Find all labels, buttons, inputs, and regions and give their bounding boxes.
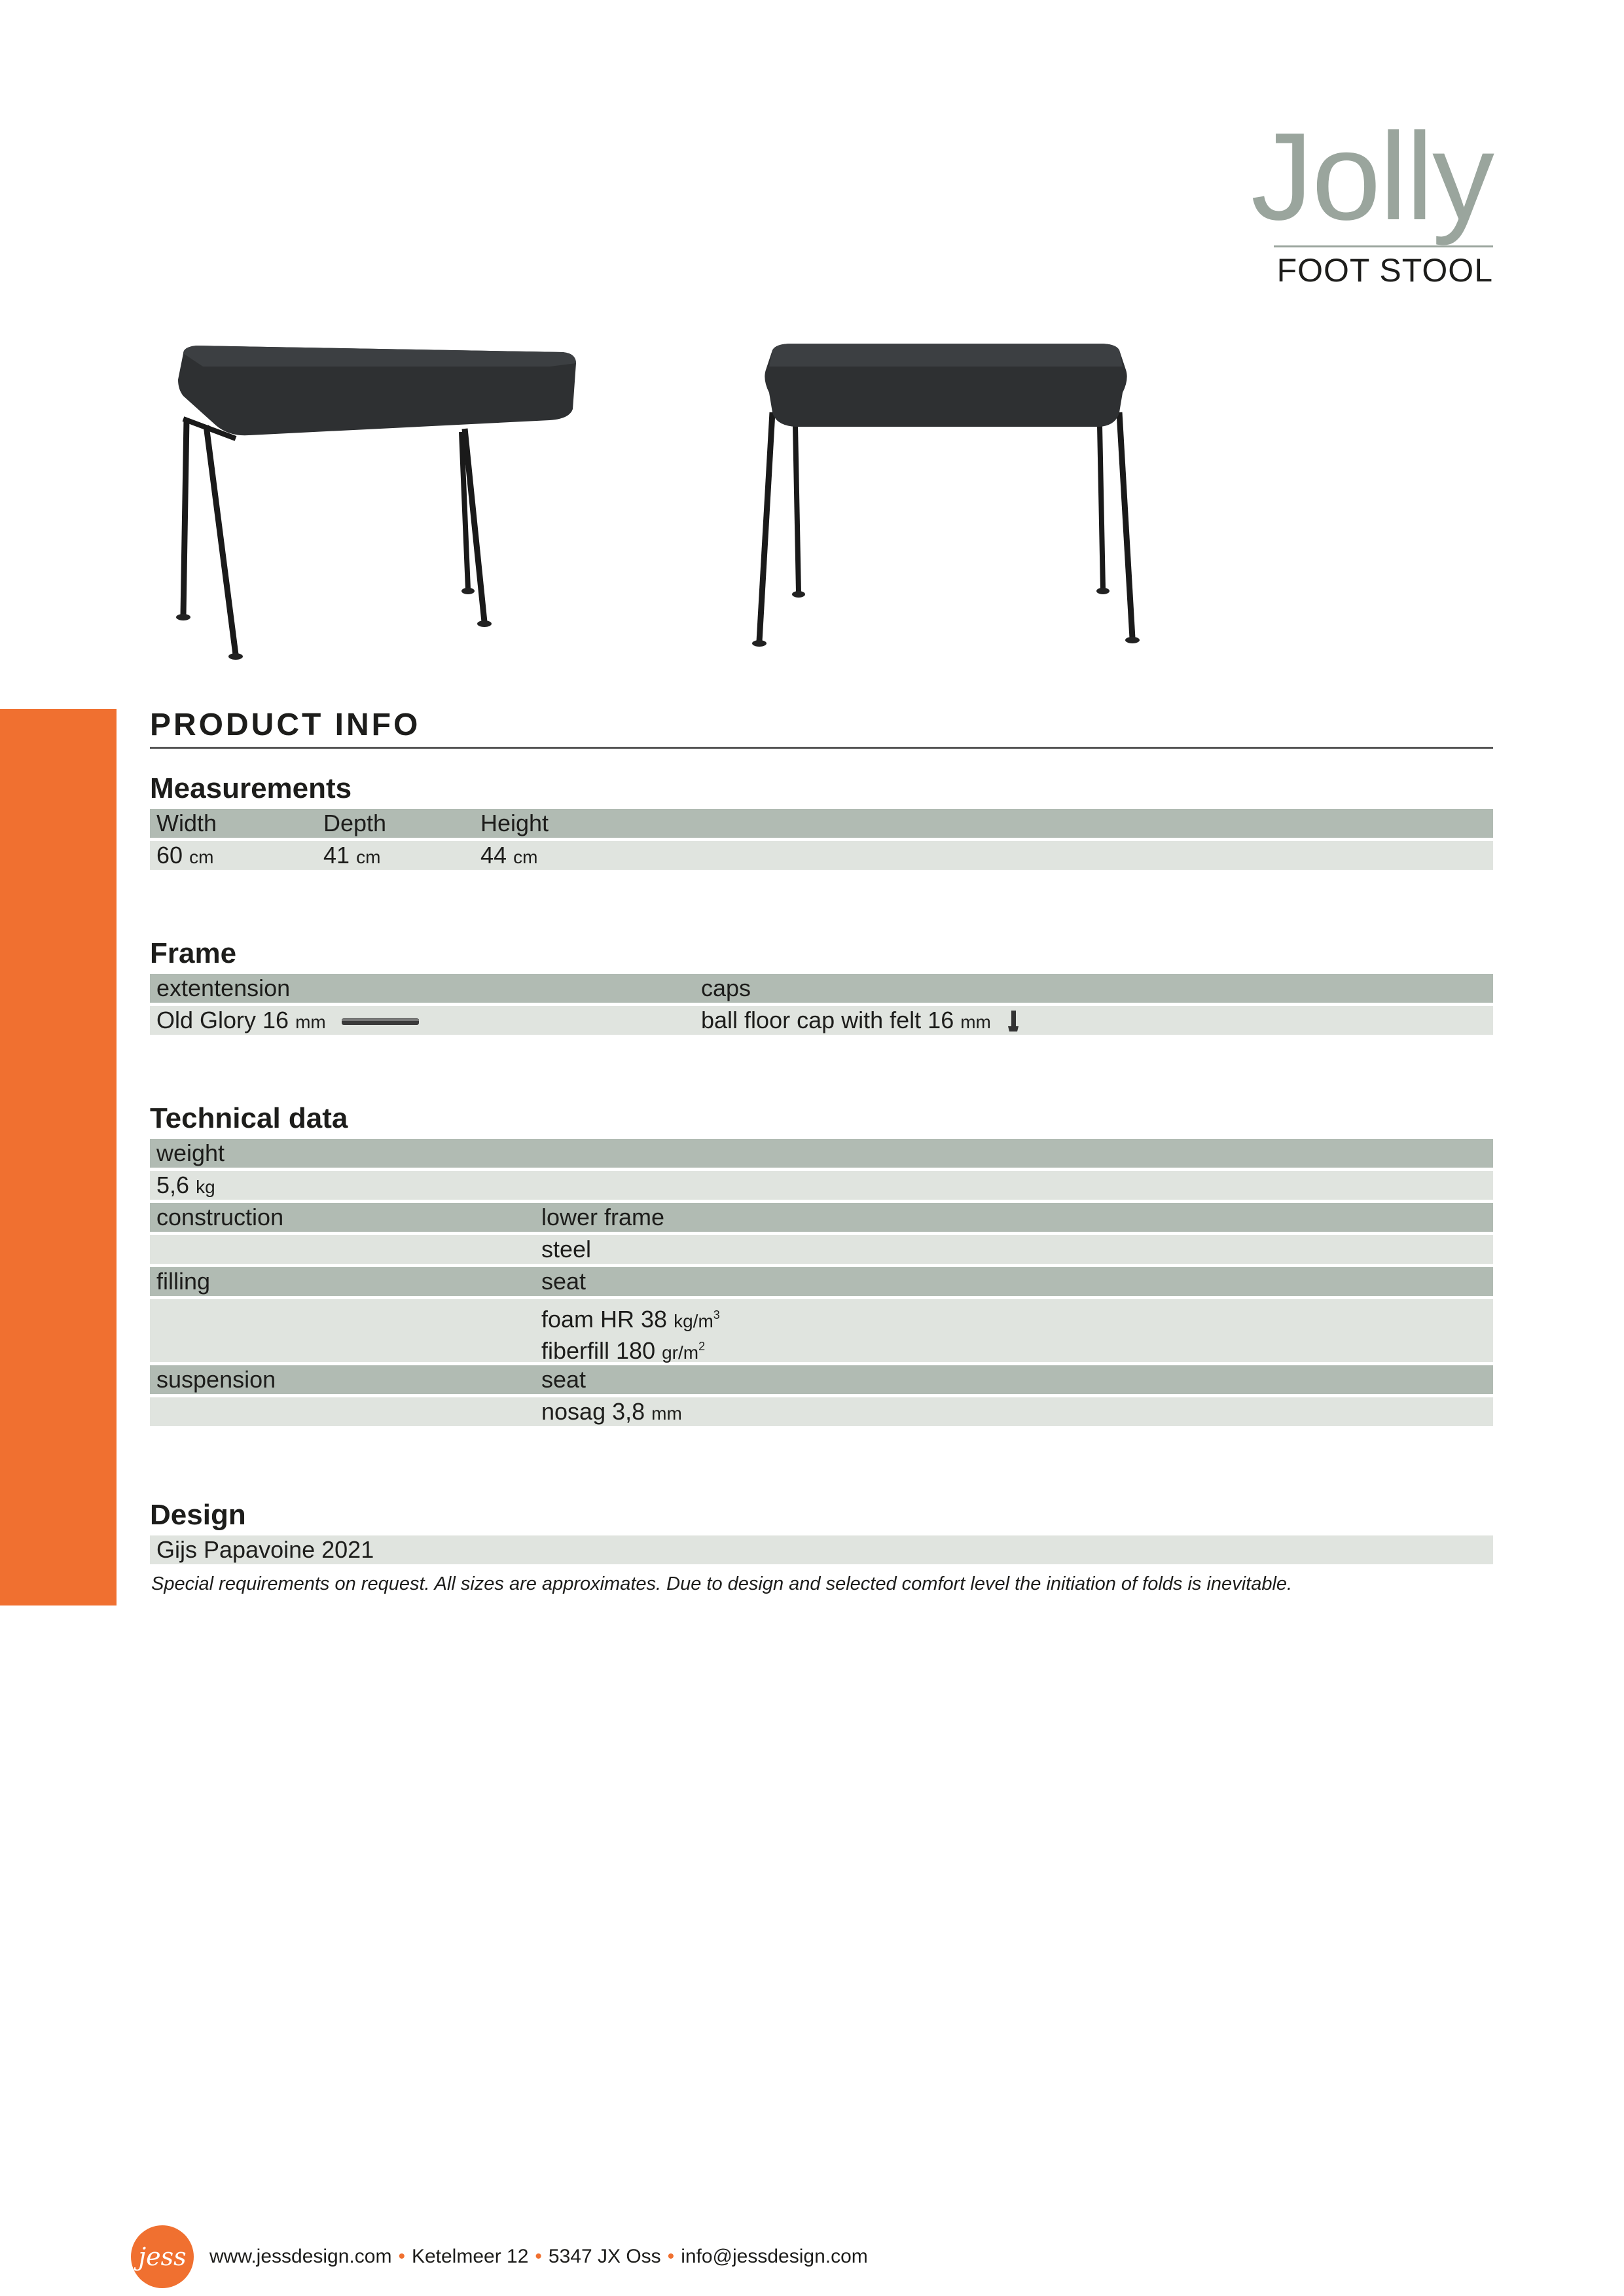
width-label: Width (156, 810, 217, 836)
footer-website[interactable]: www.jessdesign.com (209, 2246, 392, 2267)
height-value: 44 cm (480, 842, 538, 869)
caps-label: caps (701, 975, 751, 1001)
weight-header-row (150, 1139, 1493, 1168)
bullet-icon: • (667, 2246, 675, 2267)
filling-value-fiberfill: fiberfill 180 gr/m2 (541, 1337, 706, 1364)
footer-postcode: 5347 JX Oss (548, 2246, 661, 2267)
suspension-value: nosag 3,8 mm (541, 1398, 682, 1425)
frame-header-row (150, 974, 1493, 1003)
tube-swatch-icon (342, 1017, 419, 1026)
filling-label: filling (156, 1268, 211, 1295)
bullet-icon: • (398, 2246, 405, 2267)
measurements-heading: Measurements (150, 772, 352, 804)
technical-heading: Technical data (150, 1102, 348, 1134)
orange-side-bar (0, 709, 117, 1605)
construction-part: lower frame (541, 1204, 665, 1230)
product-image-front (746, 340, 1152, 655)
extension-value: Old Glory 16 mm (150, 1007, 695, 1034)
technical-section (150, 1102, 1493, 1429)
bullet-icon: • (535, 2246, 542, 2267)
filling-row (150, 1267, 1493, 1296)
filling-value-row (150, 1299, 1493, 1362)
filling-part: seat (541, 1268, 586, 1295)
footer-email[interactable]: info@jessdesign.com (681, 2246, 868, 2267)
product-type: FOOT STOOL (1276, 252, 1493, 289)
weight-label: weight (156, 1139, 225, 1166)
product-name: Jolly (1250, 107, 1493, 246)
depth-label: Depth (323, 810, 387, 836)
suspension-row (150, 1365, 1493, 1394)
weight-value-row (150, 1171, 1493, 1200)
jess-logo: jess (131, 2225, 194, 2288)
designer-value: Gijs Papavoine 2021 (156, 1536, 374, 1563)
frame-heading: Frame (150, 937, 237, 969)
suspension-part: seat (541, 1366, 586, 1393)
disclaimer-note: Special requirements on request. All sizes are approximates. Due to design and selected comfort level the initiation of folds is inevitable. (151, 1573, 1293, 1594)
measurements-value-row (150, 841, 1493, 870)
filling-value-foam: foam HR 38 kg/m3 (541, 1306, 720, 1333)
construction-label: construction (156, 1204, 284, 1230)
construction-value-row (150, 1235, 1493, 1264)
product-image-angled (157, 340, 602, 668)
extension-label: extentension (156, 975, 291, 1001)
width-value: 60 cm (156, 842, 214, 869)
weight-value: 5,6 kg (156, 1172, 215, 1198)
construction-value: steel (541, 1236, 592, 1263)
product-title-block (1100, 107, 1493, 289)
measurements-section (150, 772, 1493, 873)
footer-address: Ketelmeer 12 (411, 2246, 529, 2267)
design-section (150, 1499, 1493, 1595)
suspension-label: suspension (156, 1366, 276, 1393)
floor-cap-icon (1007, 1011, 1020, 1033)
product-info-section (150, 707, 1493, 749)
design-value-row (150, 1535, 1493, 1564)
frame-section (150, 937, 1493, 1038)
section-title: PRODUCT INFO (150, 707, 1493, 749)
footer (131, 2225, 868, 2288)
suspension-value-row (150, 1397, 1493, 1426)
frame-value-row (150, 1006, 1493, 1035)
caps-value: ball floor cap with felt 16 mm (695, 1007, 1020, 1034)
design-heading: Design (150, 1499, 246, 1531)
measurements-header-row (150, 809, 1493, 838)
height-label: Height (480, 810, 549, 836)
construction-row (150, 1203, 1493, 1232)
depth-value: 41 cm (323, 842, 381, 869)
